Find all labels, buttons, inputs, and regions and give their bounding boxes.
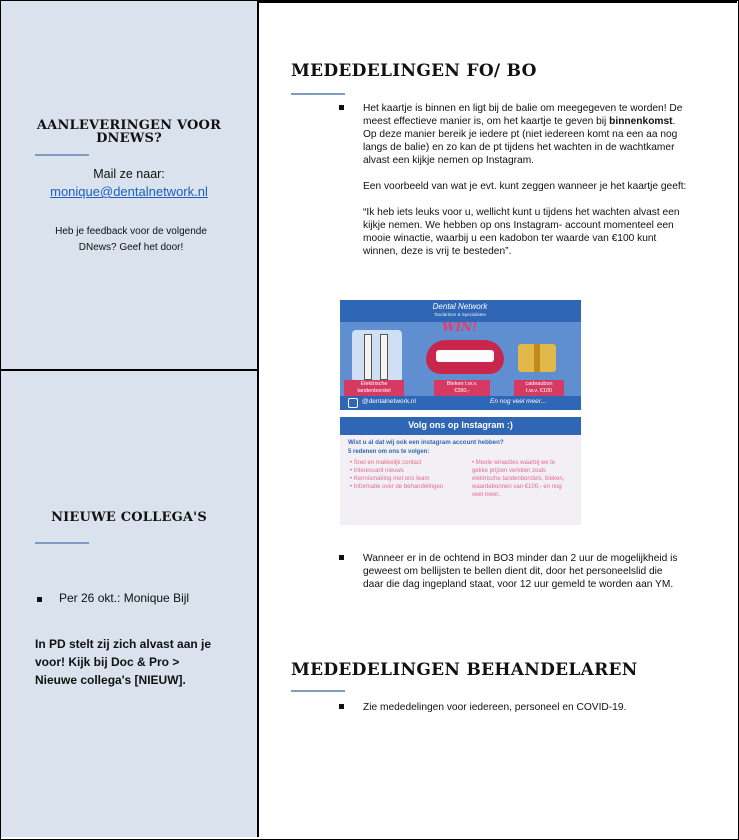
heading-rule xyxy=(35,154,89,156)
reason-item: • Snel en makkelijk contact xyxy=(350,460,422,466)
quote-line: “Ik heb iets leuks voor u, wellicht kunt u tijdens het wachten alvast een xyxy=(363,207,680,218)
prize-label xyxy=(514,380,564,396)
bullet-icon xyxy=(339,105,344,110)
quote-line: mooie winactie, waarbij u een kadobon ter waarde van €100 kunt xyxy=(363,233,657,244)
new-colleagues-panel xyxy=(1,371,257,837)
submissions-heading-line2: DNEWS? xyxy=(96,131,162,146)
text-line: Op deze manier bereik je iedere pt (niet iedereen komt na een aa nog xyxy=(363,129,678,140)
note-line: voor! Kijk bij Doc & Pro > xyxy=(35,655,180,669)
prize-text: €280,- xyxy=(454,388,470,394)
feedback-line2: DNews? Geef het door! xyxy=(78,242,184,253)
submissions-heading-line1: AANLEVERINGEN VOOR xyxy=(36,118,222,133)
promo-question: Wist u al dat wij ook een instagram account hebben? xyxy=(348,439,504,446)
main-content xyxy=(259,1,737,837)
reasons-left-list xyxy=(350,459,450,491)
toothbrush-icon xyxy=(352,330,402,382)
section-rule xyxy=(291,93,345,95)
emphasis-text: binnenkomst xyxy=(609,116,673,127)
section-rule xyxy=(291,690,345,692)
smile-icon xyxy=(426,340,504,374)
promo-title: Volg ons op Instagram :) xyxy=(408,420,513,430)
mail-label: Mail ze naar: xyxy=(93,167,165,181)
instagram-contest-image xyxy=(340,300,581,410)
text-line: langs de balie) en zo kan de pt tijdens het wachten in de wachtkamer xyxy=(363,142,675,153)
card-announcement xyxy=(363,102,703,258)
prize-label xyxy=(434,380,490,396)
quote-line: winnen, deze is vrij te besteden”. xyxy=(363,246,512,257)
section-title-fo-bo: MEDEDELINGEN FO/ BO xyxy=(291,61,537,81)
prize-label xyxy=(344,380,404,396)
follow-instagram-image xyxy=(340,417,581,525)
quote-line: kijkje nemen. We hebben op ons Instagram- account momenteel een xyxy=(363,220,674,231)
new-colleague-item: Per 26 okt.: Monique Bijl xyxy=(59,591,190,605)
note-line: In PD stelt zij zich alvast aan je xyxy=(35,637,212,651)
prize-text: cadeaubon xyxy=(525,381,553,387)
behandelaren-note: Zie mededelingen voor iedereen, personeel en COVID-19. xyxy=(363,702,627,713)
text-line: Het kaartje is binnen en ligt bij de balie om meegegeven te worden! De xyxy=(363,103,683,114)
instagram-handle: @dentalnetwork.nl xyxy=(362,398,416,405)
prize-text: Elektrische xyxy=(360,381,388,387)
text-line: meest effectieve manier is, om het kaartje te geven bij xyxy=(363,116,610,127)
new-colleague-note xyxy=(35,635,211,689)
reasons-title: 5 redenen om ons te volgen: xyxy=(348,449,430,455)
text-line: geweest om bellijsten te bellen dient dit, door het personeelslid die xyxy=(363,566,663,577)
instagram-icon xyxy=(348,398,358,408)
mail-link[interactable]: monique@dentalnetwork.nl xyxy=(50,184,208,199)
reason-item: • Informatie over de behandelingen xyxy=(350,484,444,490)
gift-icon xyxy=(518,344,556,372)
text-line: . xyxy=(672,116,676,127)
reason-item: • Kennismaking met ons team xyxy=(350,476,430,482)
text-line: Een voorbeeld van wat je evt. kunt zeggen wanneer je het kaartje geeft: xyxy=(363,181,687,192)
reason-item: • Mooie winacties waarbij we te gekke prijzen verloten zoals elektrische tandenborstels, bleken, waardebonnen van €100,- en nog veel meer.. xyxy=(472,460,565,498)
brand-name: Dental Network xyxy=(432,302,488,311)
reason-item: • Interessant nieuws xyxy=(350,468,404,474)
reasons-right-list xyxy=(472,459,572,499)
bullet-icon xyxy=(339,555,344,560)
brand-tagline: Tandartsen & Specialisten xyxy=(433,312,487,317)
note-line: Nieuwe collega's [NIEUW]. xyxy=(35,673,186,687)
win-text: WIN! xyxy=(442,320,478,334)
text-line: alvast een kijkje nemen op Instagram. xyxy=(363,155,535,166)
text-line: Wanneer er in de ochtend in BO3 minder dan 2 uur de mogelijkheid is xyxy=(363,553,678,564)
prize-text: t.w.v. €100 xyxy=(526,388,552,394)
heading-rule xyxy=(35,542,89,544)
submissions-panel xyxy=(1,1,257,371)
new-colleagues-heading: NIEUWE COLLEGA'S xyxy=(51,510,207,525)
sidebar xyxy=(1,1,259,837)
bo3-announcement xyxy=(363,552,703,591)
feedback-line1: Heb je feedback voor de volgende xyxy=(55,226,207,237)
more-text: En nog veel meer... xyxy=(490,398,547,405)
bullet-icon xyxy=(339,704,344,709)
text-line: daar die dag ingepland staat, voor 12 uur gemeld te worden aan YM. xyxy=(363,579,674,590)
bullet-icon xyxy=(37,597,42,602)
prize-text: tandenborstel xyxy=(357,388,391,394)
prize-text: Bleken t.w.v. xyxy=(446,381,478,387)
section-title-behandelaren: MEDEDELINGEN BEHANDELAREN xyxy=(291,660,638,680)
